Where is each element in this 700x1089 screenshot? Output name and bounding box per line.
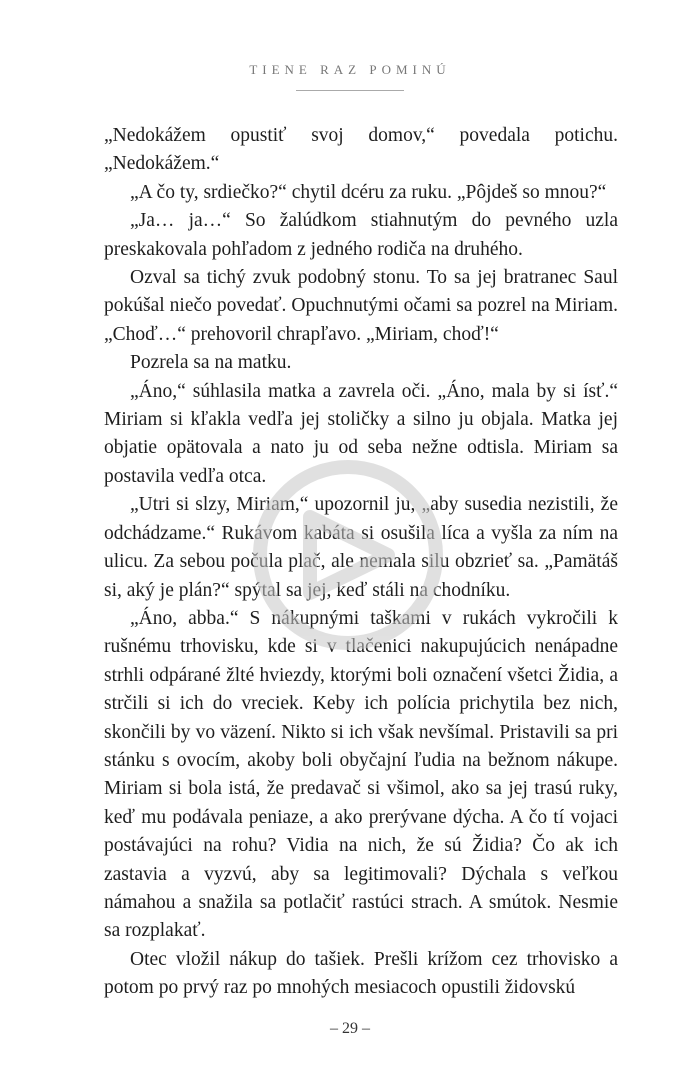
page-number: – 29 – bbox=[330, 1020, 370, 1037]
header-rule bbox=[296, 90, 404, 91]
paragraph-8: „Áno, abba.“ S nákupnými taškami v rukách vykročili k rušnému trhovisku, kde si v tlačenici nakupujúcich nenápadne strhli odpárané žlté hviezdy, ktorými boli označení všetci Židia, a strčili si ich do vreciek. Keby ich polícia prichytila bez nich, skončili by vo väzení. Nikto si ich však nevšímal. Pristavili sa pri stánku s ovocím, akoby boli obyčajní ľudia na bežnom nákupe. Miriam si bola istá, že predavač si všimol, ako sa jej trasú ruky, keď mu podávala peniaze, a ako prerývane dýcha. A čo tí vojaci postávajúci na rohu? Vidia na nich, že sú Židia? Čo ak ich zastavia a vyzvú, aby sa legitimovali? Dýchala s veľkou námahou a snažila sa potlačiť rastúci strach. A smútok. Nesmie sa rozplakať. bbox=[104, 607, 618, 942]
page-body bbox=[104, 122, 618, 1003]
paragraph-5: Pozrela sa na matku. bbox=[130, 352, 292, 374]
running-head: TIENE RAZ POMINÚ bbox=[249, 62, 451, 77]
paragraph-9: Otec vložil nákup do tašiek. Prešli krížom cez trhovisko a potom po prvý raz po mnohých mesiacoch opustili židovskú bbox=[104, 948, 618, 999]
paragraph-2: „A čo ty, srdiečko?“ chytil dcéru za ruku. „Pôjdeš so mnou?“ bbox=[130, 181, 607, 203]
paragraph-7: „Utri si slzy, Miriam,“ upozornil ju, „aby susedia nezistili, že odchádzame.“ Rukávom kabáta si osušila líca a vyšla za ním na ulicu. Za sebou počula plač, ale nemala silu obzrieť sa. „Pamätáš si, aký je plán?“ spýtal sa jej, keď stáli na chodníku. bbox=[104, 494, 618, 601]
paragraph-3: „Ja… ja…“ So žalúdkom stiahnutým do pevného uzla preskakovala pohľadom z jedného rodiča na druhého. bbox=[104, 210, 618, 260]
paragraph-6: „Áno,“ súhlasila matka a zavrela oči. „Áno, mala by si ísť.“ Miriam si kľakla vedľa jej stoličky a silno ju objala. Matka jej objatie opätovala a nato ju od seba nežne odtisla. Miriam sa postavila vedľa otca. bbox=[104, 380, 618, 487]
paragraph-1: „Nedokážem opustiť svoj domov,“ povedala potichu. „Nedokážem.“ bbox=[104, 125, 618, 175]
paragraph-4: Ozval sa tichý zvuk podobný stonu. To sa jej bratranec Saul pokúšal niečo povedať. Opuchnutými očami sa pozrel na Miriam. „Choď…“ prehovoril chrapľavo. „Miriam, choď!“ bbox=[104, 267, 618, 345]
